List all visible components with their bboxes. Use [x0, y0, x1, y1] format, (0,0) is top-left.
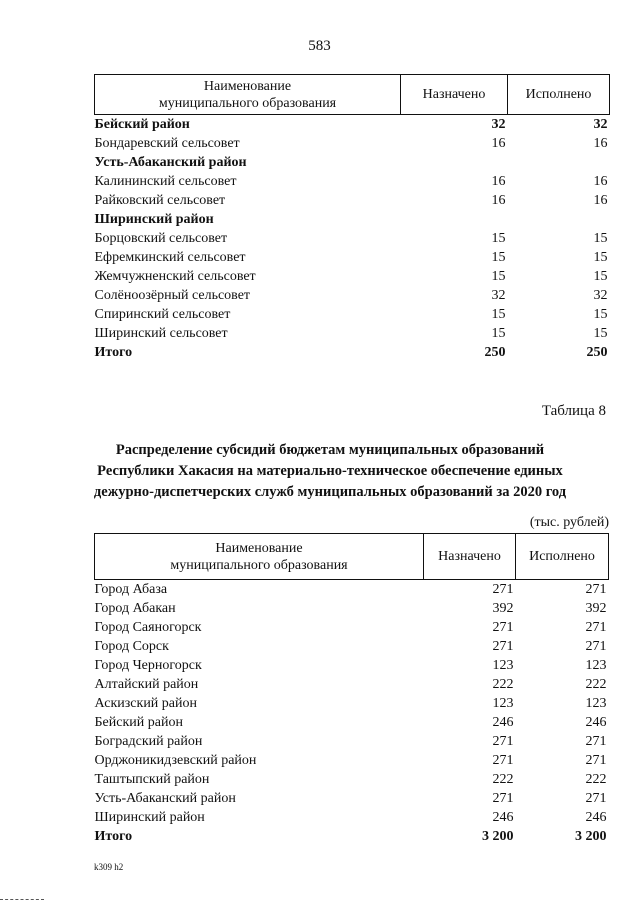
- cell-assigned: [401, 210, 508, 229]
- cell-municipality: Ширинский район: [94, 212, 214, 227]
- cell-executed: 246: [585, 715, 607, 730]
- table-row: [95, 618, 609, 637]
- table-number-label: Таблица 8: [541, 403, 606, 419]
- allocation-table-2: [94, 533, 609, 846]
- cell-municipality: Бондаревский сельсовет: [94, 136, 240, 151]
- cell-municipality: Бейский район: [94, 117, 190, 132]
- table-row: [95, 808, 609, 827]
- column-header-assigned: Назначено: [401, 75, 508, 115]
- cell-executed: 271: [585, 734, 607, 749]
- table-row: [95, 656, 609, 675]
- cell-assigned: 222: [492, 677, 514, 692]
- cell-executed: 15: [593, 231, 608, 246]
- cell-executed: 16: [593, 136, 608, 151]
- table-row: [95, 134, 610, 153]
- cell-executed: 32: [593, 117, 608, 132]
- cell-assigned: 271: [492, 791, 514, 806]
- cell-executed: [508, 210, 610, 229]
- cell-municipality: Город Абакан: [94, 601, 176, 616]
- table-row-bold: [95, 153, 610, 172]
- table-row: [95, 305, 610, 324]
- table-row-bold: [95, 827, 609, 846]
- cell-executed: 15: [593, 250, 608, 265]
- table-row: [95, 599, 609, 618]
- table-1-body: [95, 115, 610, 363]
- cell-municipality: Ефремкинский сельсовет: [94, 250, 246, 265]
- column-header-name-line2: муниципального образования: [158, 95, 337, 111]
- table-row: [95, 267, 610, 286]
- page-edge-mark: [0, 899, 44, 900]
- table-row: [95, 751, 609, 770]
- table-row: [95, 637, 609, 656]
- table-row: [95, 286, 610, 305]
- column-header-executed: Исполнено: [508, 75, 610, 115]
- cell-executed: 271: [585, 753, 607, 768]
- cell-municipality: Спиринский сельсовет: [94, 307, 231, 322]
- table-row: [95, 694, 609, 713]
- page-number: 583: [308, 38, 331, 54]
- cell-assigned: 392: [492, 601, 514, 616]
- table-2-body: [95, 580, 609, 847]
- cell-municipality: Таштыпский район: [94, 772, 210, 787]
- table-row-bold: [95, 210, 610, 229]
- cell-executed: 271: [585, 582, 607, 597]
- units-note: (тыс. рублей): [529, 515, 609, 530]
- cell-executed: 15: [593, 307, 608, 322]
- cell-assigned: 15: [491, 231, 506, 246]
- table-row: [95, 789, 609, 808]
- cell-assigned: 3 200: [482, 829, 514, 844]
- cell-executed: 271: [585, 620, 607, 635]
- column-header-assigned: Назначено: [424, 534, 516, 580]
- cell-municipality: Город Черногорск: [94, 658, 202, 673]
- cell-executed: 271: [585, 639, 607, 654]
- cell-municipality: Город Сорск: [94, 639, 169, 654]
- cell-assigned: 15: [491, 326, 506, 341]
- column-header-name-line1: Наименование: [203, 78, 292, 94]
- title-line: Республики Хакасия на материально-техническое обеспечение единых: [97, 463, 563, 479]
- table-row: [95, 324, 610, 343]
- cell-municipality: Итого: [94, 345, 133, 360]
- cell-executed: 250: [586, 345, 608, 360]
- cell-executed: 16: [593, 193, 608, 208]
- cell-municipality: Калининский сельсовет: [94, 174, 237, 189]
- cell-assigned: 32: [491, 288, 506, 303]
- allocation-table-1: [94, 74, 610, 362]
- cell-assigned: 16: [491, 193, 506, 208]
- cell-municipality: Орджоникидзевский район: [94, 753, 257, 768]
- table-row-bold: [95, 115, 610, 135]
- cell-executed: 123: [585, 696, 607, 711]
- cell-executed: 271: [585, 791, 607, 806]
- cell-municipality: Боградский район: [94, 734, 203, 749]
- cell-executed: 246: [585, 810, 607, 825]
- table-row-bold: [95, 343, 610, 362]
- table-row: [95, 732, 609, 751]
- cell-executed: 15: [593, 326, 608, 341]
- table-row: [95, 248, 610, 267]
- column-header-name-line1: Наименование: [215, 540, 303, 556]
- cell-assigned: 271: [492, 639, 514, 654]
- cell-assigned: 271: [492, 620, 514, 635]
- cell-municipality: Жемчужненский сельсовет: [94, 269, 256, 284]
- cell-assigned: 16: [491, 136, 506, 151]
- column-header-executed: Исполнено: [516, 534, 609, 580]
- cell-executed: 16: [593, 174, 608, 189]
- cell-executed: 15: [593, 269, 608, 284]
- cell-municipality: Солёноозёрный сельсовет: [94, 288, 251, 303]
- cell-municipality: Алтайский район: [94, 677, 199, 692]
- cell-assigned: 271: [492, 734, 514, 749]
- table-2-title: [60, 440, 600, 503]
- cell-municipality: Усть-Абаканский район: [94, 791, 236, 806]
- table-row: [95, 172, 610, 191]
- table-row: [95, 675, 609, 694]
- cell-municipality: Аскизский район: [94, 696, 197, 711]
- cell-municipality: Усть-Абаканский район: [94, 155, 247, 170]
- cell-assigned: 15: [491, 250, 506, 265]
- cell-assigned: 15: [491, 269, 506, 284]
- cell-municipality: Ширинский район: [94, 810, 205, 825]
- cell-municipality: Борцовский сельсовет: [94, 231, 228, 246]
- cell-municipality: Город Абаза: [94, 582, 168, 597]
- cell-assigned: 123: [492, 696, 514, 711]
- cell-assigned: [401, 153, 508, 172]
- cell-assigned: 271: [492, 753, 514, 768]
- cell-municipality: Ширинский сельсовет: [94, 326, 228, 341]
- table-row: [95, 580, 609, 600]
- cell-assigned: 271: [492, 582, 514, 597]
- title-line: дежурно-диспетчерских служб муниципальных образований за 2020 год: [93, 484, 567, 500]
- table-row: [95, 713, 609, 732]
- title-line: Распределение субсидий бюджетам муниципальных образований: [115, 442, 545, 458]
- cell-assigned: 250: [484, 345, 506, 360]
- cell-municipality: Райковский сельсовет: [94, 193, 226, 208]
- cell-executed: 32: [593, 288, 608, 303]
- cell-assigned: 123: [492, 658, 514, 673]
- cell-municipality: Итого: [94, 829, 133, 844]
- cell-executed: 3 200: [575, 829, 607, 844]
- column-header-municipality: [95, 75, 401, 115]
- table-row: [95, 229, 610, 248]
- cell-assigned: 15: [491, 307, 506, 322]
- table-row: [95, 191, 610, 210]
- cell-executed: 222: [585, 677, 607, 692]
- cell-municipality: Город Саяногорск: [94, 620, 202, 635]
- cell-executed: 392: [585, 601, 607, 616]
- cell-assigned: 246: [492, 715, 514, 730]
- column-header-municipality: [95, 534, 424, 580]
- cell-executed: 123: [585, 658, 607, 673]
- cell-executed: 222: [585, 772, 607, 787]
- cell-assigned: 222: [492, 772, 514, 787]
- cell-executed: [508, 153, 610, 172]
- column-header-name-line2: муниципального образования: [170, 557, 348, 573]
- cell-assigned: 16: [491, 174, 506, 189]
- cell-assigned: 246: [492, 810, 514, 825]
- cell-municipality: Бейский район: [94, 715, 183, 730]
- cell-assigned: 32: [491, 117, 506, 132]
- table-row: [95, 770, 609, 789]
- footer-code: k309 h2: [94, 862, 124, 872]
